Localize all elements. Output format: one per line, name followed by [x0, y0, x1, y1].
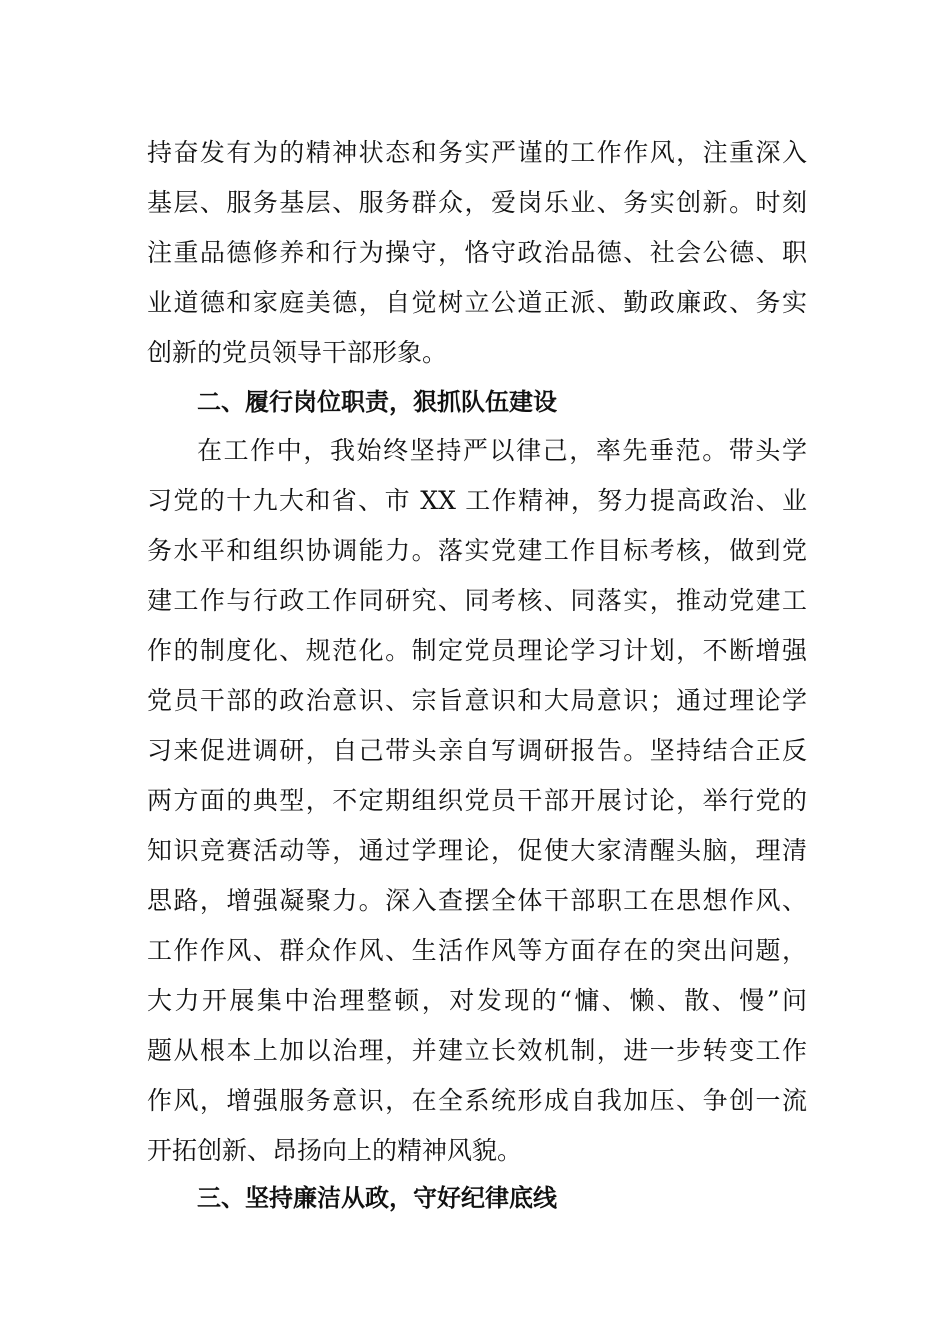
text-line: 持奋发有为的精神状态和务实严谨的工作作风，注重深入	[147, 138, 807, 167]
text-line: 注重品德修养和行为操守，恪守政治品德、社会公德、职	[147, 238, 807, 267]
text-line: 创新的党员领导干部形象。	[147, 338, 448, 367]
text-line: 基层、服务基层、服务群众，爱岗乐业、务实创新。时刻	[147, 188, 807, 217]
text-line: 开拓创新、昂扬向上的精神风貌。	[147, 1136, 523, 1165]
text-line: 大力开展集中治理整顿，对发现的“慵、懒、散、慢”问	[147, 986, 807, 1015]
text-line: 知识竞赛活动等，通过学理论，促使大家清醒头脑，理清	[147, 836, 807, 865]
text-line: 作风，增强服务意识，在全系统形成自我加压、争创一流	[147, 1086, 807, 1115]
text-line: 两方面的典型，不定期组织党员干部开展讨论，举行党的	[147, 786, 807, 815]
text-line: 作的制度化、规范化。制定党员理论学习计划，不断增强	[147, 636, 807, 665]
text-line: 务水平和组织协调能力。落实党建工作目标考核，做到党	[147, 536, 807, 565]
text-line: 业道德和家庭美德，自觉树立公道正派、勤政廉政、务实	[147, 288, 807, 317]
text-line: 思路，增强凝聚力。深入查摆全体干部职工在思想作风、	[147, 886, 807, 915]
text-line: 建工作与行政工作同研究、同考核、同落实，推动党建工	[147, 586, 807, 615]
text-line: 在工作中，我始终坚持严以律己，率先垂范。带头学	[197, 436, 807, 465]
text-line: 题从根本上加以治理，并建立长效机制，进一步转变工作	[147, 1036, 807, 1065]
text-line: 习党的十九大和省、市 XX 工作精神，努力提高政治、业	[147, 486, 807, 515]
text-line: 习来促进调研，自己带头亲自写调研报告。坚持结合正反	[147, 736, 807, 765]
section-heading-2: 二、履行岗位职责，狠抓队伍建设	[197, 388, 557, 416]
text-line: 工作作风、群众作风、生活作风等方面存在的突出问题，	[147, 936, 807, 965]
section-heading-3: 三、坚持廉洁从政，守好纪律底线	[197, 1184, 557, 1212]
text-line: 党员干部的政治意识、宗旨意识和大局意识；通过理论学	[147, 686, 807, 715]
